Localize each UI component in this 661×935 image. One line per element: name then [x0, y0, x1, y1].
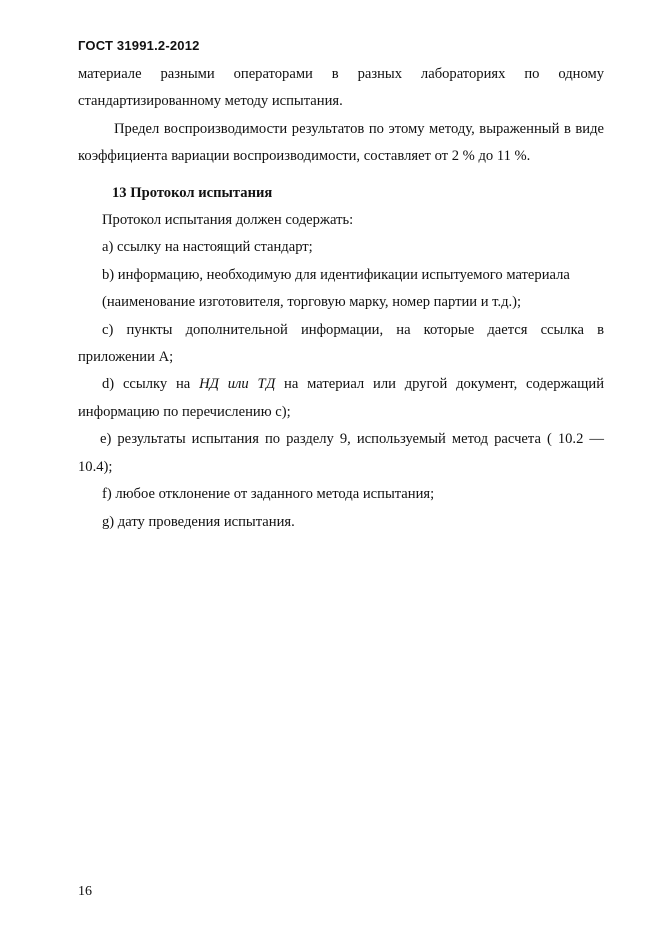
list-item-a: а) ссылку на настоящий стандарт;	[102, 239, 313, 256]
list-item-d	[78, 371, 604, 426]
list-item-g: g) дату проведения испытания.	[102, 513, 295, 530]
document-body	[78, 61, 604, 536]
list-item-b-line1: b) информацию, необходимую для идентификации испытуемого материала	[102, 266, 570, 283]
list-item-d-ref: НД или ТД	[199, 376, 276, 393]
list-item-c: c) пункты дополнительной информации, на которые дается ссылка в приложении А;	[78, 321, 604, 366]
list-item-d-pre: d) ссылку на	[102, 376, 200, 393]
list-item-f: f) любое отклонение от заданного метода испытания;	[102, 486, 435, 503]
list-item-e: e) результаты испытания по разделу 9, используемый метод расчета ( 10.2 — 10.4);	[78, 431, 604, 475]
paragraph-reproducibility: Предел воспроизводимости результатов по этому методу, выраженный в виде коэффициента вариации воспроизводимости, составляет от 2 % до 11 %.	[78, 120, 604, 165]
page-number: 16	[78, 884, 92, 899]
list-item-d-post: на материал или другой документ, содержащий информацию по перечислению с);	[78, 376, 604, 420]
section-heading: 13 Протокол испытания	[112, 184, 273, 201]
protocol-intro: Протокол испытания должен содержать:	[102, 212, 354, 229]
paragraph-continuation-line1: материале разными операторами в разных лабораториях по одному	[78, 66, 604, 82]
list-item-b-line2: (наименование изготовителя, торговую марку, номер партии и т.д.);	[102, 294, 522, 311]
document-code: ГОСТ 31991.2-2012	[78, 38, 200, 53]
paragraph-continuation-line2: стандартизированному методу испытания.	[78, 93, 343, 110]
